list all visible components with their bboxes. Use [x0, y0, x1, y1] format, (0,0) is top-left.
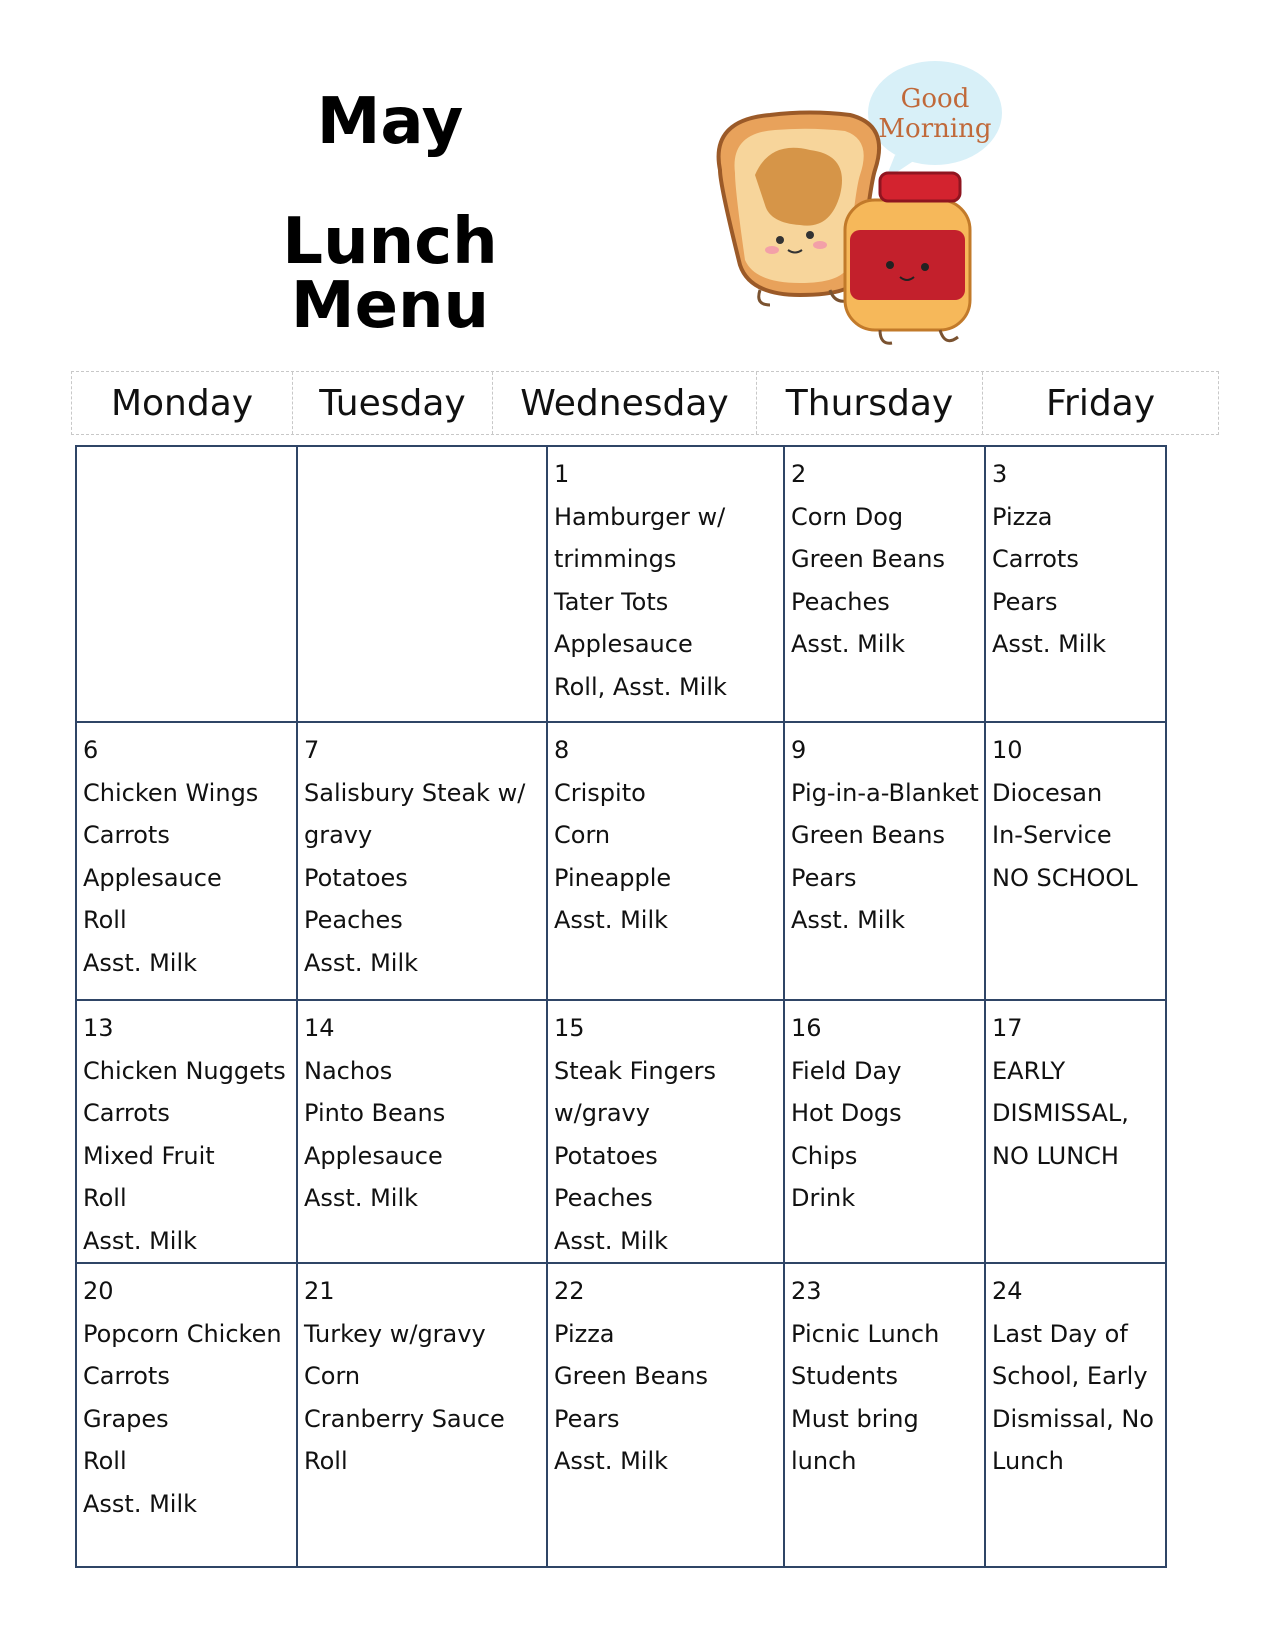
menu-item: Salisbury Steak w/	[304, 778, 526, 807]
menu-item: Must bring	[791, 1404, 919, 1433]
day-number: 21	[304, 1277, 335, 1305]
weekday-header	[71, 371, 1219, 435]
menu-item: Asst. Milk	[554, 906, 669, 934]
calendar-day-cell	[76, 1000, 297, 1263]
weekday-friday: Friday	[1045, 382, 1156, 424]
menu-item: Picnic Lunch	[791, 1319, 940, 1348]
menu-item: gravy	[304, 821, 373, 849]
menu-item: Asst. Milk	[83, 948, 198, 977]
menu-item: Pinto Beans	[304, 1099, 446, 1127]
menu-item: EARLY	[992, 1056, 1066, 1085]
menu-item: Applesauce	[304, 1141, 443, 1170]
menu-item: Chicken Wings	[83, 778, 259, 807]
menu-item: Steak Fingers	[554, 1056, 716, 1085]
menu-item: Chicken Nuggets	[83, 1056, 286, 1085]
weekday-monday: Monday	[72, 372, 293, 434]
menu-item: Crispito	[554, 778, 646, 807]
menu-item: Carrots	[83, 821, 170, 849]
menu-item: DISMISSAL,	[992, 1099, 1129, 1127]
menu-item: Green Beans	[554, 1362, 708, 1390]
menu-item: Dismissal, No	[992, 1404, 1154, 1433]
menu-item: Mixed Fruit	[83, 1141, 215, 1170]
calendar-day-cell	[547, 1263, 784, 1567]
menu-item: Pears	[791, 863, 857, 892]
day-number: 13	[83, 1014, 114, 1042]
day-number: 1	[554, 460, 570, 488]
menu-item: Last Day of	[992, 1319, 1128, 1348]
calendar-day-cell	[547, 1000, 784, 1263]
menu-item: Drink	[791, 1184, 856, 1212]
calendar-day-cell	[985, 722, 1166, 1000]
menu-item: Popcorn Chicken	[83, 1319, 282, 1348]
menu-item: Nachos	[304, 1056, 393, 1085]
menu-item: Lunch	[992, 1447, 1064, 1475]
weekday-thursday: Thursday	[757, 372, 983, 434]
menu-item: Pears	[554, 1404, 620, 1433]
menu-item: Tater Tots	[554, 587, 669, 616]
menu-item: Roll	[83, 1447, 127, 1475]
menu-item: Chips	[791, 1141, 858, 1170]
menu-item: Asst. Milk	[304, 1184, 419, 1212]
menu-item: Pears	[992, 587, 1058, 616]
menu-item: Asst. Milk	[554, 1447, 669, 1475]
calendar-day-cell	[784, 1000, 985, 1263]
menu-item: Asst. Milk	[83, 1226, 198, 1255]
menu-item: Corn Dog	[791, 502, 904, 531]
day-number: 17	[992, 1014, 1023, 1042]
menu-item: Roll	[83, 1184, 127, 1212]
calendar-day-cell	[297, 1000, 547, 1263]
calendar-day-cell	[985, 446, 1166, 722]
calendar-week-row	[76, 446, 1166, 722]
menu-item: Asst. Milk	[83, 1489, 198, 1518]
day-number: 22	[554, 1277, 585, 1305]
speech-bubble-text-line1: Good	[900, 84, 970, 114]
calendar-day-cell	[547, 446, 784, 722]
menu-item: Roll	[304, 1447, 348, 1475]
menu-item: Peaches	[554, 1184, 653, 1212]
day-number: 16	[791, 1014, 822, 1042]
day-number: 24	[992, 1277, 1023, 1305]
menu-item: Applesauce	[83, 863, 222, 892]
calendar-day-cell	[784, 722, 985, 1000]
day-number: 23	[791, 1277, 822, 1305]
calendar-day-cell	[76, 1263, 297, 1567]
day-number: 7	[304, 736, 320, 764]
menu-item: Carrots	[83, 1099, 170, 1127]
menu-item: Students	[791, 1362, 898, 1390]
menu-item: lunch	[791, 1447, 857, 1475]
menu-item: Pineapple	[554, 863, 672, 892]
calendar-week-row	[76, 1263, 1166, 1567]
menu-item: Roll, Asst. Milk	[554, 672, 727, 701]
day-number: 10	[992, 736, 1023, 764]
calendar-week-row	[76, 1000, 1166, 1263]
speech-bubble-text-line2: Morning	[878, 114, 992, 144]
menu-item: Applesauce	[554, 630, 693, 658]
lunch-calendar	[75, 445, 1167, 1568]
toast-and-jam-illustration	[700, 55, 1040, 355]
day-number: 20	[83, 1277, 114, 1305]
menu-item: Potatoes	[304, 863, 408, 892]
page-title: Lunch Menu	[282, 205, 498, 343]
menu-item: Green Beans	[791, 821, 945, 849]
menu-item: Diocesan	[992, 778, 1103, 807]
calendar-day-cell	[784, 1263, 985, 1567]
calendar-week-row	[76, 722, 1166, 1000]
menu-item: w/gravy	[554, 1099, 650, 1127]
menu-item: Pizza	[992, 502, 1053, 531]
menu-item: Corn	[554, 821, 611, 849]
day-number: 9	[791, 736, 807, 764]
menu-item: Asst. Milk	[304, 948, 419, 977]
menu-item: trimmings	[554, 545, 677, 573]
menu-item: Asst. Milk	[791, 630, 906, 658]
page-title-month: May	[316, 85, 464, 159]
day-number: 15	[554, 1014, 585, 1042]
day-number: 6	[83, 736, 99, 764]
menu-item: Roll	[83, 906, 127, 934]
menu-item: Cranberry Sauce	[304, 1404, 505, 1433]
menu-item: Potatoes	[554, 1141, 658, 1170]
calendar-day-cell	[985, 1000, 1166, 1263]
calendar-day-cell	[784, 446, 985, 722]
weekday-wednesday: Wednesday	[493, 372, 757, 434]
menu-item: Grapes	[83, 1404, 169, 1433]
menu-item: In-Service	[992, 821, 1112, 849]
menu-item: Asst. Milk	[791, 906, 906, 934]
menu-item: Pizza	[554, 1319, 615, 1348]
calendar-day-cell	[76, 446, 297, 722]
menu-item: Peaches	[791, 587, 890, 616]
calendar-day-cell	[547, 722, 784, 1000]
menu-item: Hamburger w/	[554, 502, 726, 531]
menu-item: NO LUNCH	[992, 1141, 1119, 1170]
menu-item: NO SCHOOL	[992, 863, 1138, 892]
day-number: 2	[791, 460, 807, 488]
weekday-tuesday: Tuesday	[293, 372, 493, 434]
menu-item: Peaches	[304, 906, 403, 934]
menu-item: School, Early	[992, 1362, 1148, 1390]
calendar-day-cell	[297, 1263, 547, 1567]
menu-item: Hot Dogs	[791, 1099, 902, 1127]
day-number: 14	[304, 1014, 335, 1042]
calendar-day-cell	[297, 446, 547, 722]
menu-item: Asst. Milk	[554, 1226, 669, 1255]
menu-item: Corn	[304, 1362, 361, 1390]
menu-item: Asst. Milk	[992, 630, 1107, 658]
day-number: 3	[992, 460, 1008, 488]
calendar-day-cell	[76, 722, 297, 1000]
menu-item: Turkey w/gravy	[304, 1319, 486, 1348]
menu-item: Green Beans	[791, 545, 945, 573]
menu-item: Carrots	[992, 545, 1079, 573]
day-number: 8	[554, 736, 570, 764]
calendar-day-cell	[985, 1263, 1166, 1567]
menu-item: Pig-in-a-Blanket	[791, 778, 979, 807]
menu-item: Carrots	[83, 1362, 170, 1390]
menu-item: Field Day	[791, 1056, 902, 1085]
calendar-day-cell	[297, 722, 547, 1000]
